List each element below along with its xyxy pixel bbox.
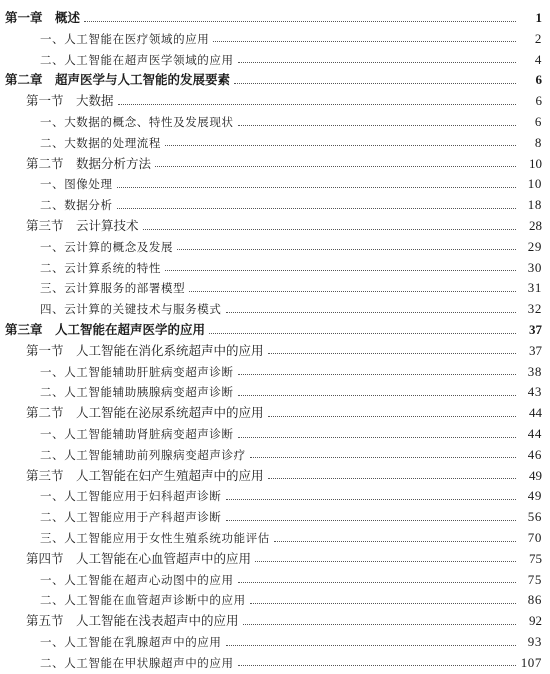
dot-leader — [226, 499, 517, 500]
toc-entry-title: 第三节 人工智能在妇产生殖超声中的应用 — [26, 467, 264, 483]
toc-entry-title: 第一节 人工智能在消化系统超声中的应用 — [26, 342, 264, 358]
toc-entry-title: 一、人工智能辅助肝脏病变超声诊断 — [40, 364, 234, 379]
toc-entry-item — [0, 277, 550, 299]
dot-leader — [213, 41, 516, 42]
toc-entry-title: 二、大数据的处理流程 — [40, 135, 161, 150]
dot-leader — [238, 125, 516, 126]
toc-entry-item — [0, 381, 550, 403]
toc-entry-item — [0, 28, 550, 50]
toc-entry-title: 二、人工智能在血管超声诊断中的应用 — [40, 593, 246, 608]
toc-entry-item — [0, 631, 550, 653]
dot-leader — [274, 541, 516, 542]
toc-entry-title: 二、人工智能在甲状腺超声中的应用 — [40, 655, 234, 670]
toc-entry-title: 三、人工智能应用于女性生殖系统功能评估 — [40, 531, 270, 545]
dot-leader — [143, 229, 516, 230]
toc-page-number: 2 — [534, 30, 542, 46]
toc-page-number: 93 — [527, 634, 542, 649]
toc-entry-title: 一、人工智能在乳腺超声中的应用 — [40, 635, 222, 649]
toc-entry-section — [0, 90, 550, 112]
dot-leader — [268, 478, 516, 479]
toc-entry-item — [0, 361, 550, 383]
toc-page-number: 29 — [527, 238, 542, 254]
toc-page-number: 75 — [527, 571, 542, 587]
toc-entry-chapter — [0, 319, 550, 341]
dot-leader — [118, 104, 516, 105]
dot-leader — [155, 166, 516, 167]
toc-page-number: 70 — [527, 530, 542, 545]
dot-leader — [238, 582, 516, 583]
dot-leader — [238, 62, 516, 63]
toc-entry-title: 第三节 云计算技术 — [26, 218, 139, 233]
dot-leader — [84, 21, 516, 22]
toc-entry-title: 一、人工智能辅助肾脏病变超声诊断 — [40, 427, 234, 441]
dot-leader — [255, 561, 516, 562]
dot-leader — [238, 374, 516, 375]
toc-entry-item — [0, 49, 550, 71]
dot-leader — [189, 291, 516, 292]
toc-entry-title: 一、大数据的概念、特性及发展现状 — [40, 115, 234, 129]
toc-entry-item — [0, 132, 550, 154]
toc-entry-title: 第三章 人工智能在超声医学的应用 — [5, 322, 206, 337]
toc-entry-item — [0, 589, 550, 611]
toc-page-number: 44 — [529, 405, 542, 421]
toc-page-number: 4 — [534, 51, 542, 67]
toc-page-number: 8 — [534, 134, 542, 150]
toc-entry-title: 第四节 人工智能在心血管超声中的应用 — [26, 550, 252, 566]
toc-page-number: 6 — [534, 114, 542, 129]
dot-leader — [165, 270, 516, 271]
toc-page-number: 6 — [535, 72, 542, 88]
dot-leader — [226, 520, 517, 521]
dot-leader — [209, 333, 516, 334]
toc-entry-title: 第一章 概述 — [5, 10, 81, 25]
toc-page-number: 86 — [527, 592, 542, 608]
toc-entry-item — [0, 173, 550, 195]
toc-page-number: 49 — [527, 488, 542, 504]
toc-entry-title: 第二章 超声医学与人工智能的发展要素 — [5, 72, 231, 88]
dot-leader — [234, 83, 516, 84]
toc-page-number: 37 — [529, 342, 542, 358]
toc-entry-title: 一、人工智能应用于妇科超声诊断 — [40, 489, 222, 504]
toc-page-number: 18 — [527, 197, 542, 213]
toc-page-number: 44 — [527, 426, 542, 441]
toc-entry-section — [0, 340, 550, 362]
toc-page-number: 30 — [527, 259, 542, 275]
toc-entry-item — [0, 506, 550, 528]
toc-entry-item — [0, 444, 550, 466]
toc-entry-title: 一、人工智能在超声心动图中的应用 — [40, 572, 234, 587]
toc-entry-chapter — [0, 7, 550, 29]
dot-leader — [165, 145, 516, 146]
dot-leader — [243, 624, 516, 625]
toc-page-number: 75 — [529, 550, 542, 566]
toc-entry-title: 二、人工智能在超声医学领域的应用 — [40, 52, 234, 67]
toc-entry-item — [0, 111, 550, 133]
toc-page-number: 92 — [529, 613, 542, 629]
toc-page-number: 6 — [535, 93, 542, 109]
dot-leader — [238, 395, 516, 396]
toc-page-number: 32 — [527, 301, 542, 317]
toc-entry-item — [0, 569, 550, 591]
toc-entry-title: 二、数据分析 — [40, 198, 113, 213]
toc-entry-item — [0, 423, 550, 445]
toc-entry-title: 一、图像处理 — [40, 177, 113, 192]
dot-leader — [250, 603, 516, 604]
toc-entry-item — [0, 194, 550, 216]
toc-page-number: 37 — [529, 322, 542, 337]
toc-entry-item — [0, 527, 550, 549]
toc-entry-title: 第二节 人工智能在泌尿系统超声中的应用 — [26, 405, 264, 421]
toc-entry-title: 第一节 大数据 — [26, 93, 114, 109]
dot-leader — [268, 416, 516, 417]
toc-entry-title: 二、人工智能应用于产科超声诊断 — [40, 510, 222, 525]
toc-entry-title: 四、云计算的关键技术与服务模式 — [40, 302, 222, 317]
dot-leader — [177, 249, 516, 250]
toc-entry-item — [0, 257, 550, 279]
toc-page-number: 107 — [520, 654, 542, 670]
toc-page-number: 28 — [529, 218, 542, 233]
toc-page-number: 31 — [527, 280, 542, 296]
toc-entry-item — [0, 236, 550, 258]
toc-page-number: 1 — [535, 10, 542, 25]
toc-page-number: 10 — [529, 155, 542, 171]
toc-page-number: 10 — [527, 176, 542, 192]
toc-page-number: 46 — [527, 446, 542, 462]
toc-entry-section — [0, 153, 550, 175]
toc-entry-item — [0, 485, 550, 507]
toc-entry-item — [0, 652, 550, 674]
toc-entry-title: 一、人工智能在医疗领域的应用 — [40, 31, 210, 46]
toc-entry-title: 第五节 人工智能在浅表超声中的应用 — [26, 613, 239, 629]
toc-page-number: 43 — [527, 384, 542, 400]
dot-leader — [250, 457, 516, 458]
dot-leader — [117, 187, 516, 188]
dot-leader — [238, 665, 516, 666]
toc-page-number: 38 — [527, 363, 542, 379]
toc-entry-section — [0, 215, 550, 237]
dot-leader — [117, 208, 516, 209]
toc-entry-item — [0, 298, 550, 320]
dot-leader — [238, 437, 516, 438]
dot-leader — [226, 312, 517, 313]
dot-leader — [226, 645, 517, 646]
toc-page-number: 49 — [529, 467, 542, 483]
toc-entry-section — [0, 548, 550, 570]
toc-entry-title: 二、人工智能辅助胰腺病变超声诊断 — [40, 385, 234, 400]
toc-entry-title: 二、人工智能辅助前列腺病变超声诊疗 — [40, 447, 246, 462]
dot-leader — [268, 353, 516, 354]
toc-entry-title: 第二节 数据分析方法 — [26, 155, 152, 171]
toc-page-number: 56 — [527, 509, 542, 525]
toc-entry-section — [0, 610, 550, 632]
toc-entry-title: 一、云计算的概念及发展 — [40, 239, 174, 254]
toc-entry-section — [0, 465, 550, 487]
toc-entry-chapter — [0, 69, 550, 91]
toc-entry-section — [0, 402, 550, 424]
toc-entry-title: 二、云计算系统的特性 — [40, 260, 161, 275]
toc-entry-title: 三、云计算服务的部署模型 — [40, 281, 186, 296]
